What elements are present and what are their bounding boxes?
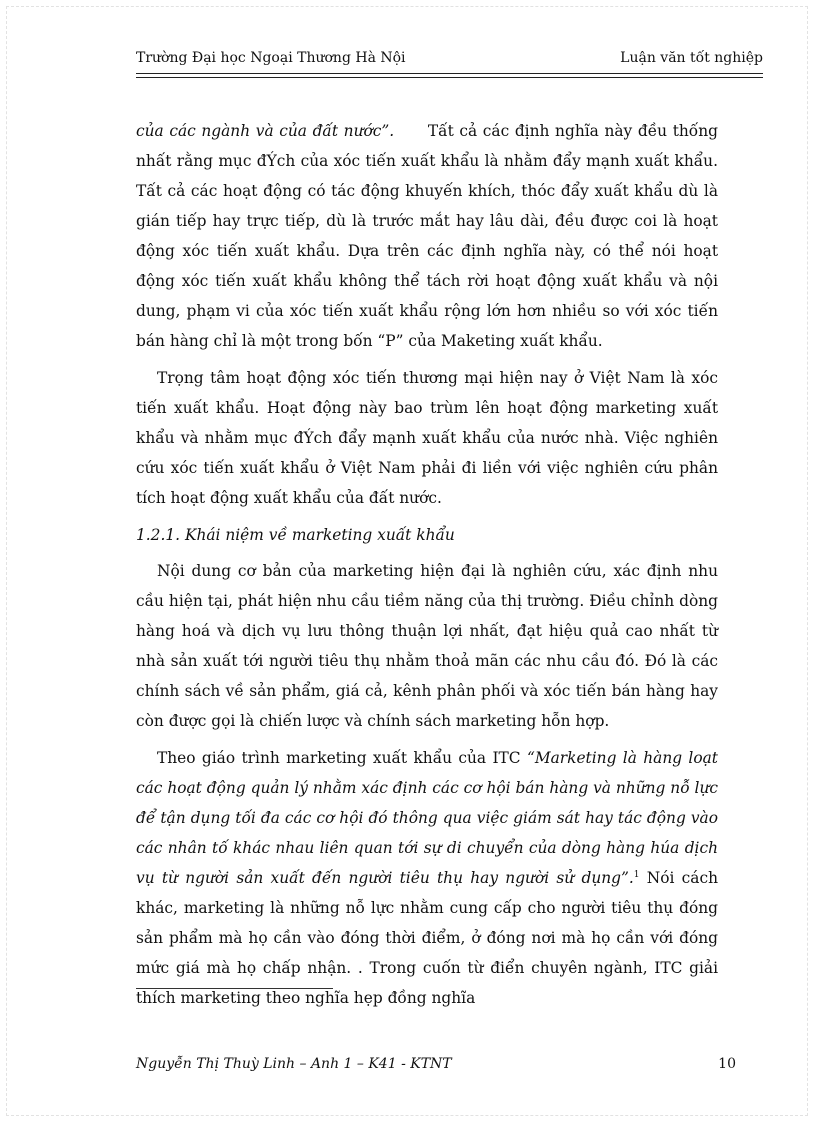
header-rule-double [136,77,763,78]
page-footer [136,1056,736,1078]
body-text [136,116,718,1020]
page-number: 10 [718,1056,736,1072]
paragraph-1-text: Tất cả các định nghĩa này đều thống nhất rằng mục đÝch của xóc tiến xuất khẩu là nhằm đẩy mạnh xuất khẩu. Tất cả các hoạt động có tác động khuyến khích, thóc đẩy xuất khẩu dù là gián tiếp hay trực tiếp, dù là trước mắt hay lâu dài, đều được coi là hoạt động xóc tiến xuất khẩu. Dựa trên các định nghĩa này, có thể nói hoạt động xóc tiến xuất khẩu không thể tách rời hoạt động xuất khẩu và nội dung, phạm vi của xóc tiến xuất khẩu rộng lớn hơn nhiều so với xóc tiến bán hàng chỉ là một trong bốn “P” của Maketing xuất khẩu. [136,122,718,350]
paragraph-4-text: Nói cách khác, marketing là những nỗ lực nhằm cung cấp cho người tiêu thụ đóng sản phẩm mà họ cần vào đóng thời điểm, ở đóng nơi mà họ cần với đóng mức giá mà họ chấp nhận. . Trong cuốn từ điển chuyên ngành, ITC giải thích marketing theo nghĩa hẹp đồng nghĩa [136,869,718,1007]
header-rule [136,73,763,74]
header-doc-type: Luận văn tốt nghiệp [620,50,763,66]
footnote-marker[interactable]: 1 [633,869,640,880]
paragraph-1-italic: của các ngành và của đất nước”. [136,122,395,140]
page-header [136,48,763,70]
paragraph-2: Trọng tâm hoạt động xóc tiến thương mại hiện nay ở Việt Nam là xóc tiến xuất khẩu. Hoạt động này bao trùm lên hoạt động marketing xuất khẩu và nhằm mục đÝch đẩy mạnh xuất khẩu của nước nhà. Việc nghiên cứu xóc tiến xuất khẩu ở Việt Nam phải đi liền với việc nghiên cứu phân tích hoạt động xuất khẩu của đất nước. [136,369,718,507]
paragraph-4-lead: Theo giáo trình marketing xuất khẩu của ITC [157,749,521,767]
paragraph-4-quote: “Marketing là hàng loạt các hoạt động quản lý nhằm xác định các cơ hội bán hàng và những nỗ lực để tận dụng tối đa các cơ hội đó thông qua việc giám sát hay tác động vào các nhân tố khác nhau liên quan tới sự di chuyển của dòng hàng húa dịch vụ từ người sản xuất đến người tiêu thụ hay người sử dụng”. [136,749,718,887]
footer-author: Nguyễn Thị Thuỳ Linh – Anh 1 – K41 - KTNT [136,1056,452,1072]
paragraph-1 [136,116,718,356]
footnote-separator [136,988,333,989]
header-school: Trường Đại học Ngoại Thương Hà Nội [136,50,406,66]
paragraph-3: Nội dung cơ bản của marketing hiện đại là nghiên cứu, xác định nhu cầu hiện tại, phát hiện nhu cầu tiềm năng của thị trường. Điều chỉnh dòng hàng hoá và dịch vụ lưu thông thuận lợi nhất, đạt hiệu quả cao nhất từ nhà sản xuất tới người tiêu thụ nhằm thoả mãn các nhu cầu đó. Đó là các chính sách về sản phẩm, giá cả, kênh phân phối và xóc tiến bán hàng hay còn được gọi là chiến lược và chính sách marketing hỗn hợp. [136,562,718,730]
section-heading: 1.2.1. Khái niệm về marketing xuất khẩu [136,526,455,544]
paragraph-4 [136,743,718,1013]
